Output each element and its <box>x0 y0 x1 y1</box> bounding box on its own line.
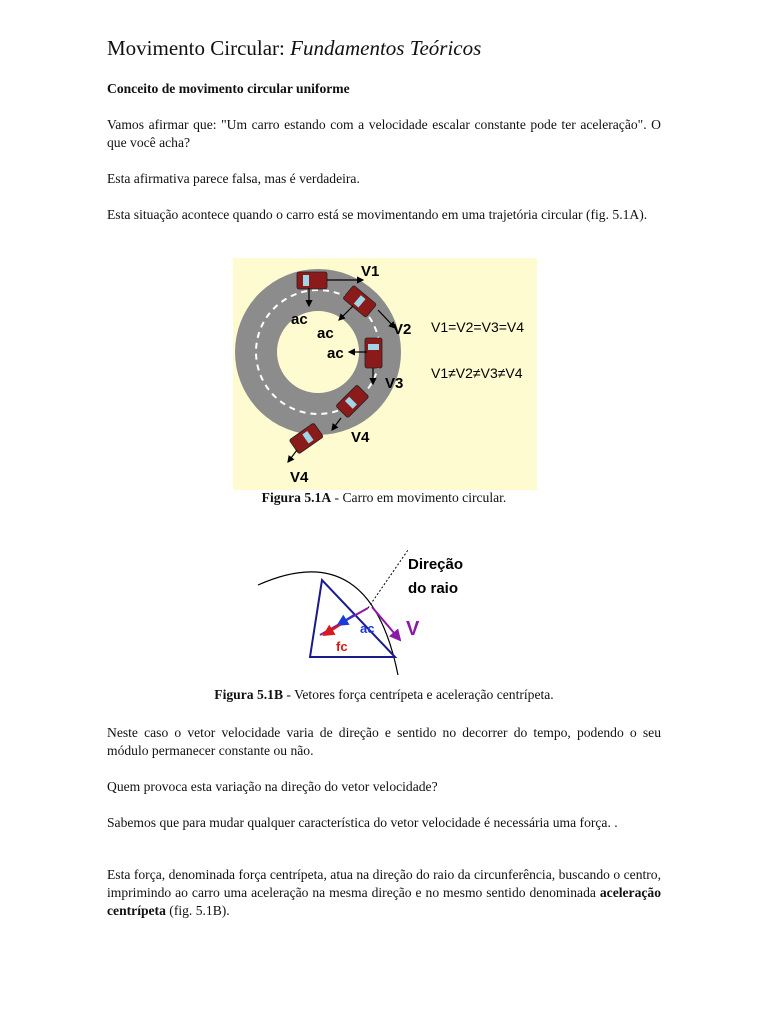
centripetal-acceleration-vector <box>338 615 354 625</box>
paragraph-2: Esta afirmativa parece falsa, mas é verdadeira. <box>107 171 360 186</box>
equality-equation: V1=V2=V3=V4 <box>431 319 525 335</box>
figure-2-caption-text: - Vetores força centrípeta e aceleração centrípeta. <box>283 687 554 702</box>
label-v2: V2 <box>393 321 412 338</box>
velocity-vector-4b <box>288 450 297 462</box>
label-direction-line-2: do raio <box>408 580 459 597</box>
label-v3: V3 <box>385 375 404 392</box>
page-title <box>107 36 481 61</box>
radius-direction-line <box>368 550 408 608</box>
figure-5-1a <box>233 258 537 490</box>
label-direction-line-1: Direção <box>408 556 464 573</box>
centripetal-acceleration-term: aceleração centrípeta <box>107 885 661 918</box>
label-v4b: V4 <box>290 469 309 486</box>
figure-5-1b <box>250 545 510 680</box>
paragraph-1: Vamos afirmar que: "Um carro estando com a velocidade escalar constante pode ter aceleração". O que você acha? <box>107 117 661 150</box>
paragraph-4: Neste caso o vetor velocidade varia de direção e sentido no decorrer do tempo, podendo o seu módulo permanecer constante ou não. <box>107 725 661 758</box>
label-ac: ac <box>360 621 375 636</box>
paragraph-5: Quem provoca esta variação na direção do vetor velocidade? <box>107 779 438 794</box>
figure-2-caption <box>107 687 661 703</box>
figure-1-caption <box>107 490 661 506</box>
velocity-vector <box>372 607 400 640</box>
vector-inequality-equation: V1≠V2≠V3≠V4 <box>431 365 523 381</box>
paragraph-6: Sabemos que para mudar qualquer característica do vetor velocidade é necessária uma força. . <box>107 815 618 830</box>
label-fc: fc <box>336 639 348 654</box>
label-v1: V1 <box>361 263 380 280</box>
centripetal-vectors-diagram <box>250 545 510 680</box>
paragraph-3: Esta situação acontece quando o carro está se movimentando em uma trajetória circular (fig. 5.1A). <box>107 207 648 222</box>
label-v: V <box>406 618 420 640</box>
label-ac-1: ac <box>291 311 308 328</box>
car-1 <box>297 272 327 289</box>
centripetal-force-vector <box>324 625 340 635</box>
circular-road-diagram <box>233 258 537 490</box>
section-heading: Conceito de movimento circular uniforme <box>107 81 350 96</box>
label-ac-3: ac <box>327 345 344 362</box>
label-ac-2: ac <box>317 325 334 342</box>
paragraph-7-ref: (fig. 5.1B). <box>165 903 230 918</box>
figure-1-caption-label: Figura 5.1A <box>261 490 332 505</box>
figure-2-caption-label: Figura 5.1B <box>214 687 284 702</box>
label-v4a: V4 <box>351 429 370 446</box>
title-italic: Fundamentos Teóricos <box>290 36 482 60</box>
paragraph-7 <box>107 866 661 920</box>
paragraph-7-text: Esta força, denominada força centrípeta, atua na direção do raio da circunferência, buscando o centro, imprimindo ao carro uma aceleração na mesma direção e no mesmo sentido denominada <box>107 867 661 900</box>
car-3 <box>365 338 382 368</box>
figure-1-caption-text: - Carro em movimento circular. <box>331 490 507 505</box>
title-main: Movimento Circular: <box>107 36 291 60</box>
